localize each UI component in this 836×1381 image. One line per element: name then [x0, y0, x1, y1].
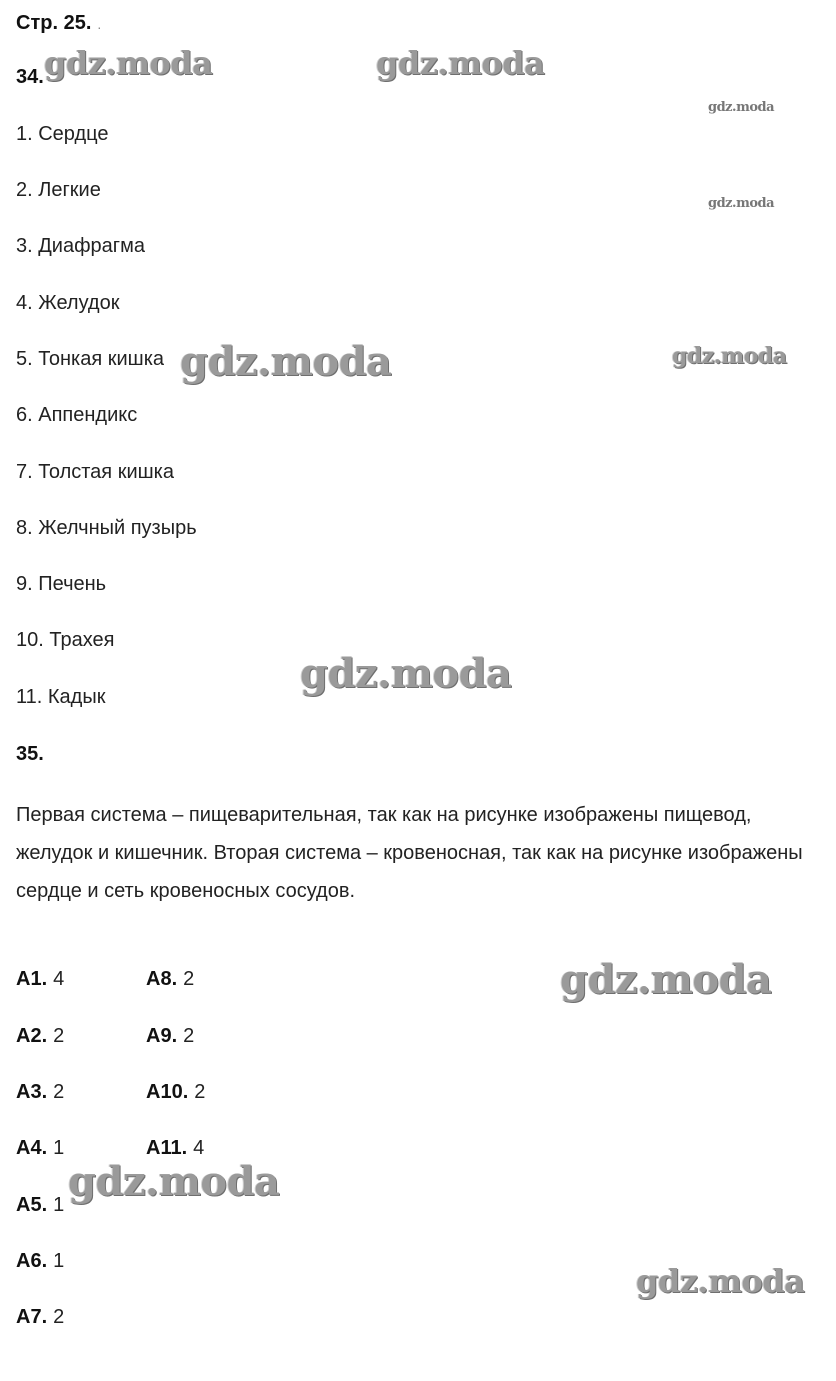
answer-row	[16, 1194, 64, 1217]
answer-label: А5.	[16, 1194, 48, 1216]
list-item: 4. Желудок	[16, 292, 120, 314]
list-item: 8. Желчный пузырь	[16, 517, 197, 539]
answer-value: 1	[53, 1250, 65, 1272]
answer-row	[146, 1025, 194, 1048]
answer-label: А3.	[16, 1081, 48, 1103]
answer-label: А9.	[146, 1025, 178, 1047]
list-item: 1. Сердце	[16, 123, 109, 145]
list-item: 5. Тонкая кишка	[16, 348, 165, 370]
answer-label: А1.	[16, 968, 48, 990]
watermark: gdz.moda	[708, 100, 775, 115]
task-35-answer-paragraph: Первая система – пищеварительная, так как на рисунке изображены пищевод, желудок и кишечник. Вторая система – кровеносная, так как на рисунке изображены сердце и сеть кровеносных сосудов.	[16, 804, 803, 902]
watermark: gdz.moda	[44, 44, 213, 82]
answer-row	[16, 1306, 64, 1329]
watermark: gdz.moda	[636, 1262, 805, 1300]
answer-row	[146, 968, 194, 991]
list-item: 2. Легкие	[16, 179, 101, 201]
page-label-dot: .	[97, 16, 102, 32]
answer-row	[16, 968, 64, 991]
watermark: gdz.moda	[708, 196, 775, 211]
watermark: gdz.moda	[560, 956, 772, 1003]
answer-value: 2	[53, 1306, 65, 1328]
answer-value: 1	[53, 1194, 65, 1216]
answer-label: А2.	[16, 1025, 48, 1047]
answer-row	[146, 1081, 205, 1104]
answer-value: 4	[53, 968, 65, 990]
answer-label: А11.	[146, 1137, 188, 1159]
watermark: gdz.moda	[68, 1158, 280, 1205]
watermark: gdz.moda	[376, 44, 545, 82]
list-item: 7. Толстая кишка	[16, 461, 174, 483]
answer-value: 2	[194, 1081, 206, 1103]
task-34-number: 34.	[16, 66, 44, 88]
answer-label: А4.	[16, 1137, 48, 1159]
list-item: 11. Кадык	[16, 686, 106, 708]
answer-row	[16, 1250, 64, 1273]
answer-value: 2	[183, 1025, 195, 1047]
answer-row	[16, 1137, 64, 1160]
page-label	[16, 12, 101, 35]
answer-row	[146, 1137, 204, 1160]
watermark: gdz.moda	[672, 343, 787, 369]
answer-label: А10.	[146, 1081, 189, 1103]
answer-label: А8.	[146, 968, 178, 990]
answer-value: 2	[183, 968, 195, 990]
answer-row	[16, 1081, 64, 1104]
watermark: gdz.moda	[180, 338, 392, 385]
answer-value: 2	[53, 1025, 65, 1047]
answer-value: 2	[53, 1081, 65, 1103]
list-item: 6. Аппендикс	[16, 404, 138, 426]
answer-label: А6.	[16, 1250, 48, 1272]
answer-value: 1	[53, 1137, 65, 1159]
list-item: 3. Диафрагма	[16, 235, 145, 257]
answer-label: А7.	[16, 1306, 48, 1328]
answer-value: 4	[193, 1137, 205, 1159]
page-label-text: Стр. 25.	[16, 12, 92, 34]
list-item: 9. Печень	[16, 573, 107, 595]
task-35-number: 35.	[16, 743, 44, 765]
watermark: gdz.moda	[300, 650, 512, 697]
answer-row	[16, 1025, 64, 1048]
list-item: 10. Трахея	[16, 629, 115, 651]
